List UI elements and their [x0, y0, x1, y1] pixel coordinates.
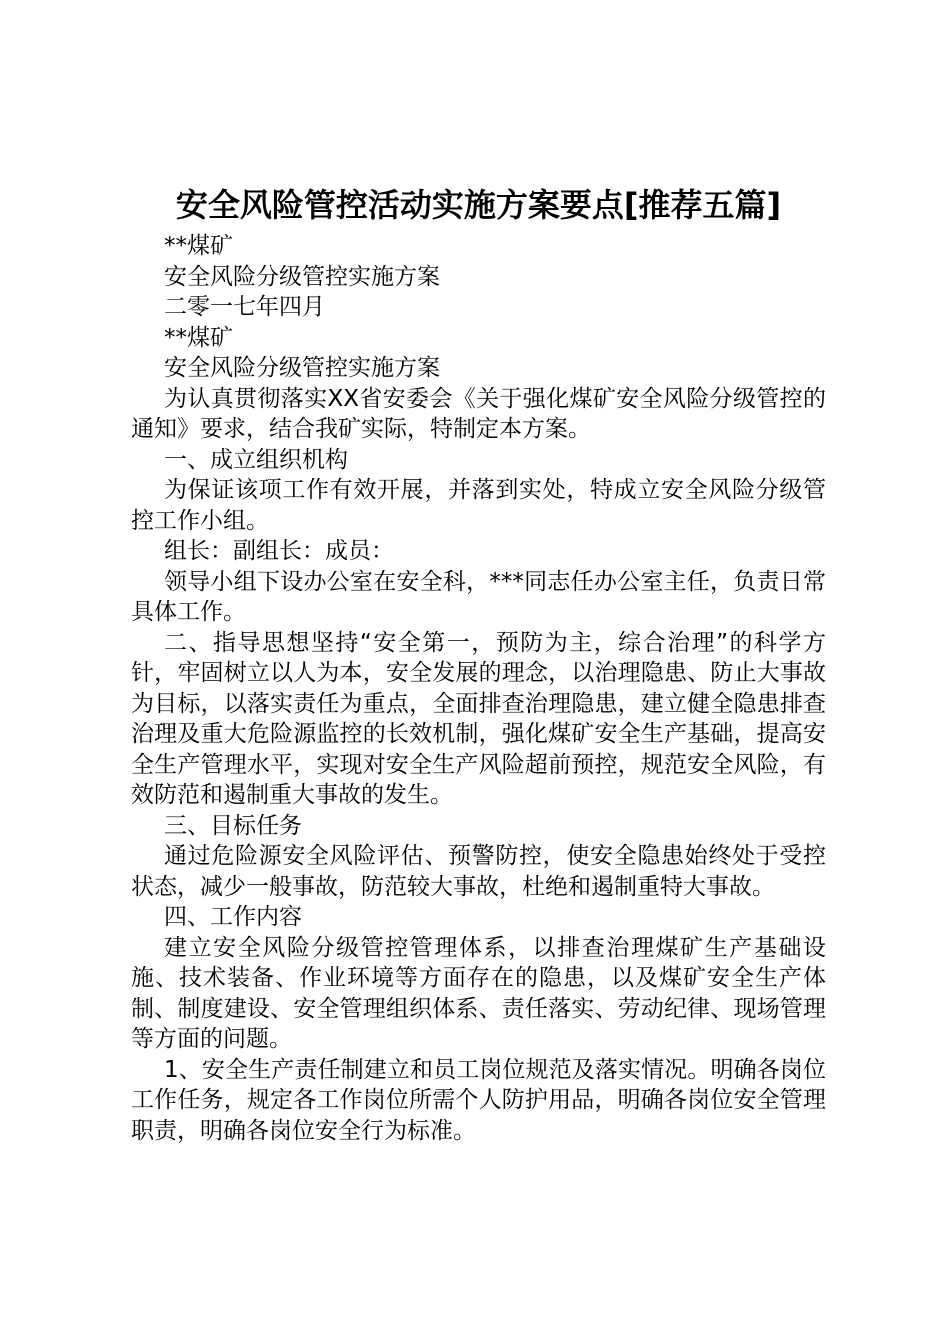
- section-heading: 一、成立组织机构: [164, 446, 348, 473]
- document-title: 安全风险管控活动实施方案要点[推荐五篇]: [175, 186, 782, 224]
- paragraph: 二零一七年四月: [164, 294, 325, 320]
- document-body: [131, 183, 826, 1146]
- paragraph: 二、指导思想坚持“安全第一，预防为主，综合治理”的科学方针，牢固树立以人为本，安全发展的理念，以治理隐患、防止大事故为目标，以落实责任为重点，全面排查治理隐患，建立健全隐患排查治理及重大危险源监控的长效机制，强化煤矿安全生产基础，提高安全生产管理水平，实现对安全生产风险超前预控，规范安全风险，有效防范和遏制重大事故的发生。: [131, 629, 826, 808]
- paragraph: 领导小组下设办公室在安全科，***同志任办公室主任，负责日常具体工作。: [131, 568, 826, 625]
- paragraph: 建立安全风险分级管控管理体系，以排查治理煤矿生产基础设施、技术装备、作业环境等方面存在的隐患，以及煤矿安全生产体制、制度建设、安全管理组织体系、责任落实、劳动纪律、现场管理等方面的问题。: [131, 934, 826, 1052]
- paragraph: **煤矿: [164, 233, 233, 259]
- paragraph: 1、安全生产责任制建立和员工岗位规范及落实情况。明确各岗位工作任务，规定各工作岗位所需个人防护用品，明确各岗位安全管理职责，明确各岗位安全行为标准。: [131, 1056, 826, 1144]
- paragraph: 安全风险分级管控实施方案: [164, 355, 440, 381]
- paragraph: 安全风险分级管控实施方案: [164, 263, 440, 290]
- paragraph: 为保证该项工作有效开展，并落到实处，特成立安全风险分级管控工作小组。: [131, 477, 826, 534]
- paragraph: 通过危险源安全风险评估、预警防控，使安全隐患始终处于受控状态，减少一般事故，防范较大事故，杜绝和遏制重特大事故。: [131, 843, 826, 900]
- section-heading: 四、工作内容: [164, 904, 302, 930]
- paragraph: 为认真贯彻落实XX省安委会《关于强化煤矿安全风险分级管控的通知》要求，结合我矿实际，特制定本方案。: [131, 385, 826, 442]
- section-heading: 三、目标任务: [164, 812, 302, 839]
- paragraph: **煤矿: [164, 324, 233, 351]
- paragraph: 组长：副组长：成员：: [164, 538, 394, 564]
